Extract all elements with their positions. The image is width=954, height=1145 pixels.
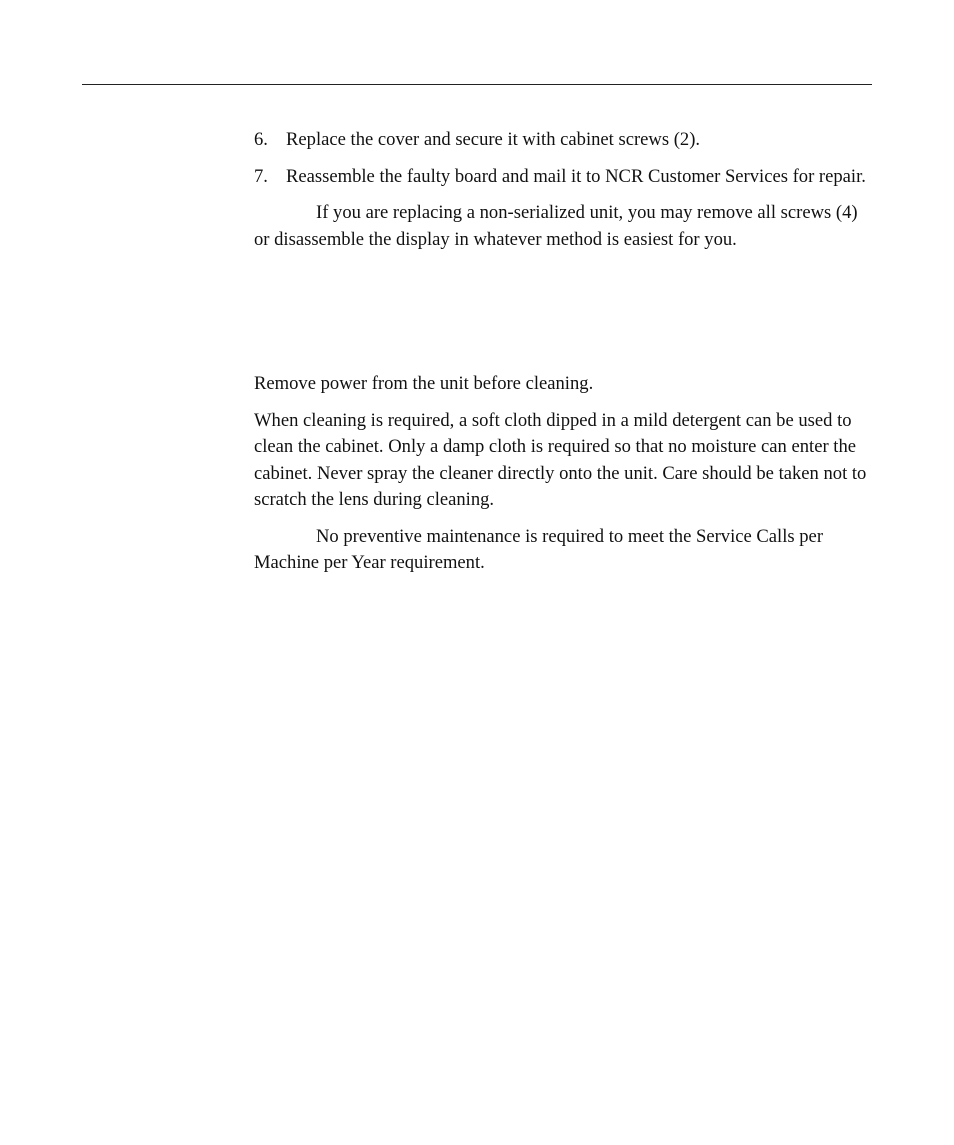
cleaning-instructions: When cleaning is required, a soft cloth dipped in a mild detergent can be used to clean the cabinet. Only a damp cloth is required so that no moisture can enter the cabinet. Never spray the cleaner directly onto the unit. Care should be taken not to scratch the lens during cleaning. [254, 409, 867, 510]
power-warning: Remove power from the unit before cleaning. [254, 373, 594, 394]
step-item [254, 164, 874, 191]
cleaning-section [254, 371, 874, 577]
step-text: Replace the cover and secure it with cabinet screws (2). [286, 129, 701, 150]
section-spacer [254, 263, 874, 371]
step-text: Reassemble the faulty board and mail it to NCR Customer Services for repair. [286, 165, 866, 187]
step-number: 6. [254, 129, 268, 150]
maintenance-note: No preventive maintenance is required to meet the Service Calls per Machine per Year requirement. [254, 525, 824, 573]
note-replacing-unit: If you are replacing a non-serialized unit, you may remove all screws (4) or disassemble the display in whatever method is easiest for you. [254, 202, 858, 250]
header-rule [82, 84, 872, 85]
step-number: 7. [254, 165, 268, 187]
step-item [254, 127, 874, 154]
document-body [254, 127, 874, 587]
